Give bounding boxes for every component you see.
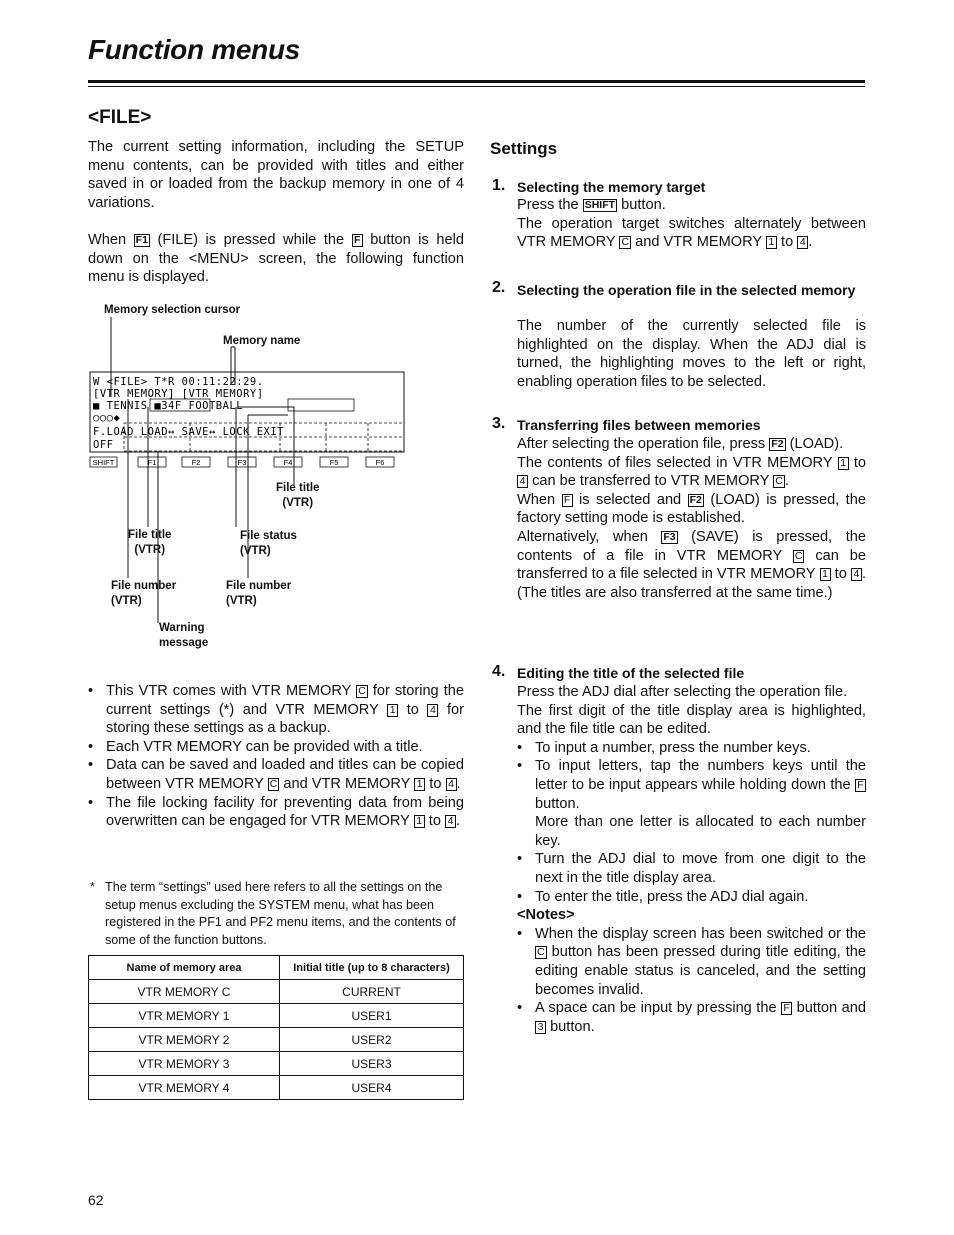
- key-shift: SHIFT: [584, 199, 616, 211]
- softkey-f5-label: F5: [329, 458, 339, 467]
- step-2-heading: Selecting the operation file in the selected memory: [517, 282, 856, 298]
- table-header-row: [89, 956, 464, 980]
- list-item: • A space can be input by pressing the F button and 3 button.: [517, 999, 866, 1036]
- list-item: • To input a number, press the number keys.: [517, 739, 866, 758]
- list-item: • The file locking facility for preventing data from being overwritten can be engaged for VTR MEMORY 1 to 4 .: [88, 794, 464, 831]
- step-4-number: 4.: [492, 663, 506, 680]
- table-header: Name of memory area: [89, 956, 280, 980]
- lcd-line-3: ■ TENNIS ■34F FOOTBALL: [93, 400, 244, 412]
- label-file-number-vtr-left: File number (VTR): [111, 580, 177, 607]
- lcd-line-4: ○○○◆: [93, 412, 121, 424]
- label-warning-message: Warning message: [159, 622, 209, 649]
- softkey-f4-label: F4: [283, 458, 293, 467]
- header-rule-thin: [88, 86, 865, 87]
- step-2-body: The number of the currently selected file is highlighted on the display. When the ADJ dial is turned, the highlighting moves to the left or right, enabling operation files to be selected.: [517, 318, 866, 390]
- softkey-shift-label: SHIFT: [92, 458, 115, 467]
- list-item: • To enter the title, press the ADJ dial again.: [517, 888, 866, 907]
- notes-heading: <Notes>: [517, 907, 575, 924]
- lcd-line-6: OFF: [93, 439, 114, 451]
- label-file-title-vtr-left: File title (VTR): [128, 529, 172, 556]
- footnote-star: *: [90, 880, 95, 894]
- step-1-number: 1.: [492, 177, 506, 194]
- step-3-number: 3.: [492, 415, 506, 432]
- memory-area-table: [88, 955, 464, 1100]
- step-1-heading: Selecting the memory target: [517, 179, 706, 195]
- step-4-heading: Editing the title of the selected file: [517, 665, 745, 681]
- table-row: VTR MEMORY 3 USER3: [89, 1052, 464, 1076]
- softkey-f6-label: F6: [375, 458, 385, 467]
- lcd-line-1: W <FILE> T*R 00:11:22:29.: [93, 376, 264, 388]
- key-f1: F1: [135, 234, 148, 246]
- label-file-title-vtr-right: File title (VTR): [276, 482, 320, 509]
- memory-bullet-list: [88, 682, 464, 831]
- section-title: <FILE>: [88, 107, 152, 128]
- softkey-f2-label: F2: [191, 458, 201, 467]
- table-row: VTR MEMORY 2 USER2: [89, 1028, 464, 1052]
- list-item: • To input letters, tap the numbers keys until the letter to be input appears while holding down the F button. More than one letter is allocated to each number key.: [517, 757, 866, 850]
- list-item: • Data can be saved and loaded and titles can be copied between VTR MEMORY C and VTR MEMORY 1 to 4 .: [88, 756, 464, 793]
- step-3-body: After selecting the operation file, press F2 (LOAD). The contents of files selected in VTR MEMORY 1 to 4 can be transferred to VTR MEMORY C . When F is selected and F2 (LOAD) is pressed, the factory setting mode is established. Alternatively, when F3 (SAVE) is pressed, the contents of a file in VTR MEMORY C can be transferred to a file selected in VTR MEMORY 1 to 4 . (The titles are also transferred at the same time.): [517, 436, 866, 601]
- table-row: VTR MEMORY 1 USER1: [89, 1004, 464, 1028]
- step-4-body: Press the ADJ dial after selecting the operation file. The first digit of the title display area is highlighted, and the file title can be edited. • To input a number, press the number keys. • To input letters, tap the numbers keys until the letter to be input appears while holding down the F button. More than one letter is allocated to each number key. • Turn the ADJ dial to move from one digit to the next in the title display area. • To enter the title, press the ADJ dial again. <Notes> • When the display screen has been switched or the C button has been pressed during title editing, the editing enable status is canceled, and the setting becomes invalid. • A space can be input by pressing the F button and 3 button.: [517, 683, 866, 1036]
- step-4-bullets: [517, 739, 866, 906]
- table-header: Initial title (up to 8 characters): [280, 956, 464, 980]
- header-rule: [88, 80, 865, 83]
- list-item: • When the display screen has been switched or the C button has been pressed during title editing, the editing enable status is canceled, and the setting becomes invalid.: [517, 925, 866, 999]
- step-1-body: Press the SHIFT button. The operation target switches alternately between VTR MEMORY C and VTR MEMORY 1 to 4 .: [517, 197, 866, 251]
- table-row: VTR MEMORY 4 USER4: [89, 1076, 464, 1100]
- step-3-heading: Transferring files between memories: [517, 417, 761, 433]
- settings-title: Settings: [490, 139, 558, 158]
- list-item: • Turn the ADJ dial to move from one digit to the next in the title display area.: [517, 850, 866, 887]
- label-file-status-vtr: File status (VTR): [240, 530, 297, 557]
- notes-list: [517, 925, 866, 1037]
- key-f: F: [352, 234, 363, 247]
- footnote-text: The term “settings” used here refers to all the settings on the setup menus excluding the SYSTEM menu, what has been registered in the PF1 and PF2 menu items, and the contents of some of the function buttons.: [105, 880, 456, 947]
- softkey-f1-label: F1: [147, 458, 157, 467]
- intro-paragraph-1: The current setting information, including the SETUP menu contents, can be provided with titles and either saved in or loaded from the backup memory in one of 4 variations.: [88, 139, 464, 211]
- label-memory-selection-cursor: Memory selection cursor: [104, 304, 241, 316]
- softkey-f3-label: F3: [237, 458, 247, 467]
- list-item: • Each VTR MEMORY can be provided with a title.: [88, 738, 464, 757]
- label-memory-name: Memory name: [223, 335, 301, 347]
- label-file-number-vtr-right: File number (VTR): [226, 580, 292, 607]
- table-row: VTR MEMORY C CURRENT: [89, 980, 464, 1004]
- lcd-line-2: [VTR MEMORY] [VTR MEMORY]: [93, 388, 264, 400]
- lcd-line-5: F.LOAD LOAD↔ SAVE↔ LOCK EXIT: [93, 426, 285, 438]
- page-header-title: Function menus: [88, 34, 301, 65]
- list-item: • This VTR comes with VTR MEMORY C for storing the current settings (*) and VTR MEMORY 1 to 4 for storing these settings as a backup.: [88, 682, 464, 738]
- page-number: 62: [88, 1192, 104, 1208]
- step-2-number: 2.: [492, 279, 506, 296]
- intro-paragraph-2: When F1 (FILE) is pressed while the F button is held down on the <MENU> screen, the following function menu is displayed.: [88, 232, 464, 286]
